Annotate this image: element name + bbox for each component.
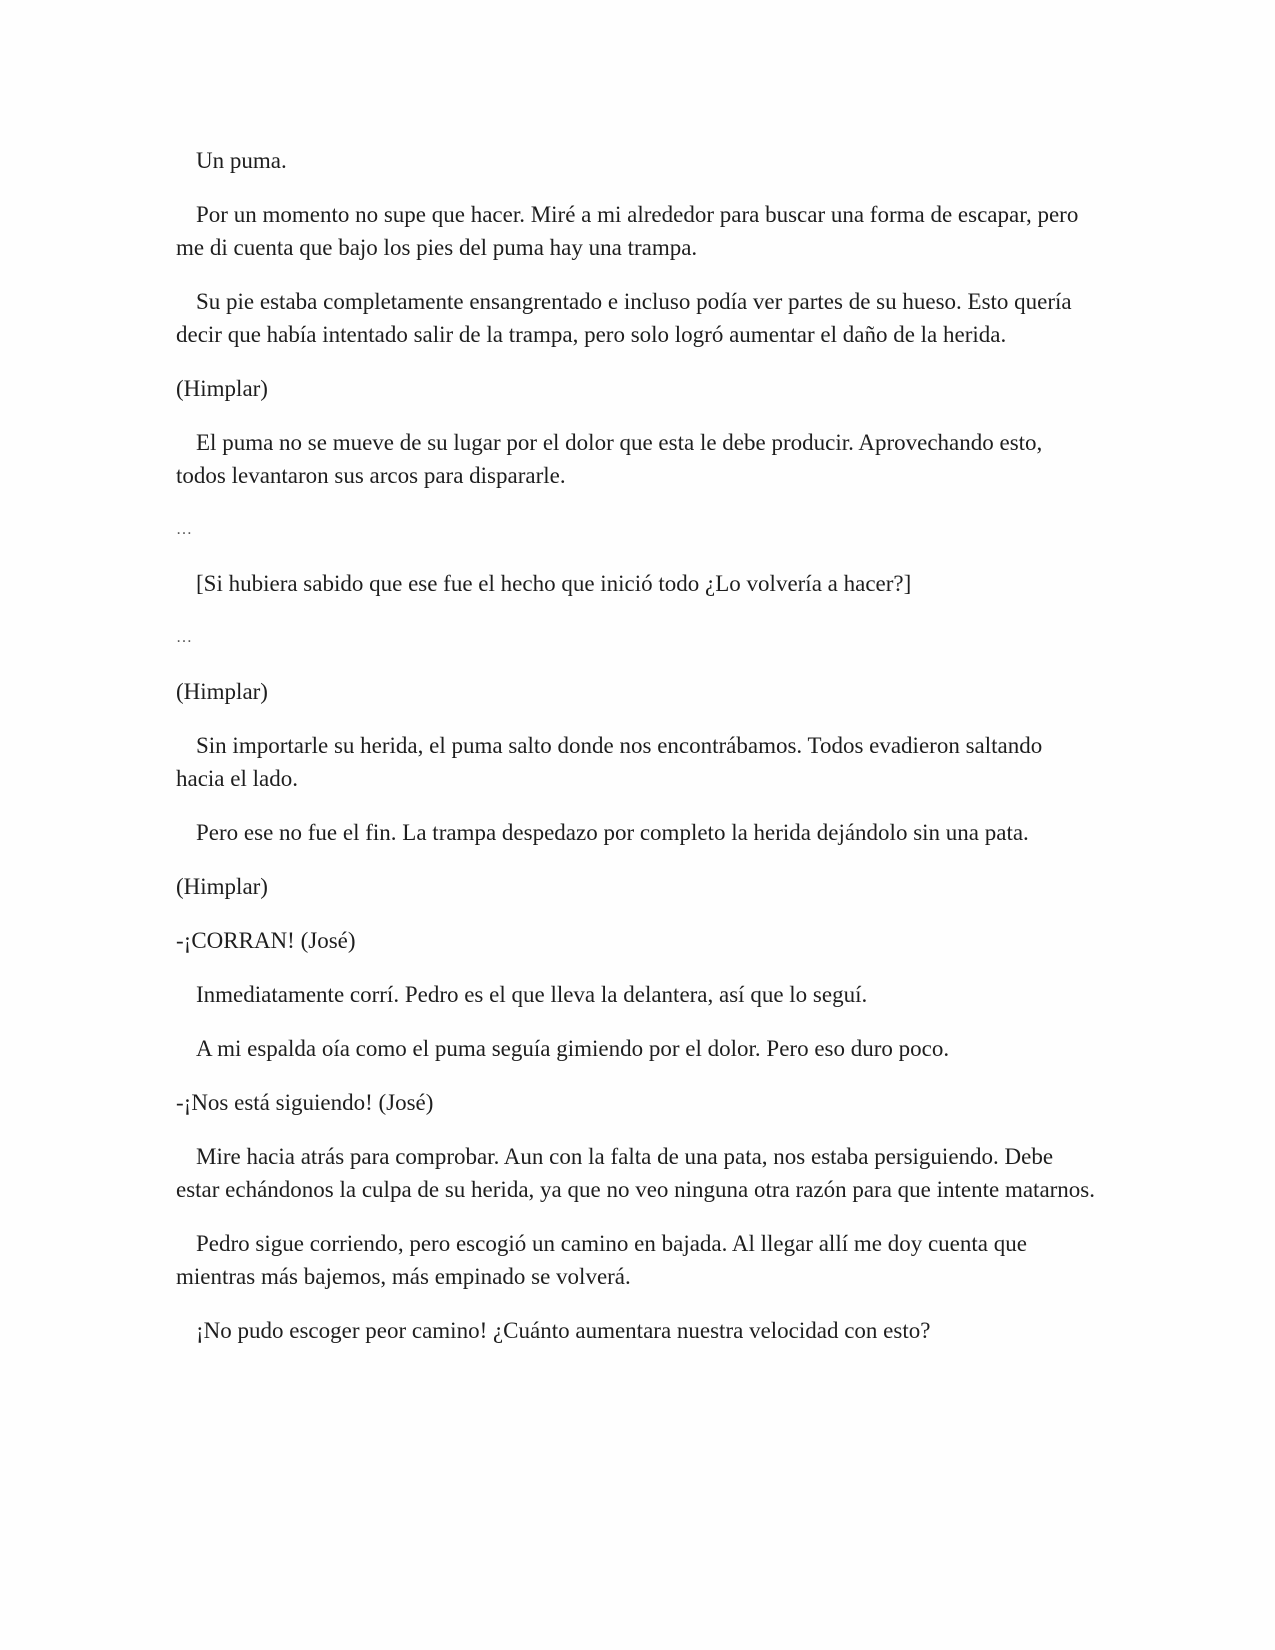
sound-effect-line: (Himplar) xyxy=(176,679,268,704)
paragraph: Pedro sigue corriendo, pero escogió un camino en bajada. Al llegar allí me doy cuenta que mientras más bajemos, más empinado se volverá. xyxy=(176,1231,1027,1289)
paragraph: Un puma. xyxy=(196,148,287,173)
paragraph: [Si hubiera sabido que ese fue el hecho que inició todo ¿Lo volvería a hacer?] xyxy=(196,571,912,596)
paragraph: Sin importarle su herida, el puma salto donde nos encontrábamos. Todos evadieron saltando hacia el lado. xyxy=(176,733,1043,791)
paragraph: Pero ese no fue el fin. La trampa despedazo por completo la herida dejándolo sin una pata. xyxy=(196,820,1029,845)
paragraph: Su pie estaba completamente ensangrentado e incluso podía ver partes de su hueso. Esto quería decir que había intentado salir de la trampa, pero solo logró aumentar el daño de la herida. xyxy=(176,289,1072,347)
paragraph: El puma no se mueve de su lugar por el dolor que esta le debe producir. Aprovechando esto, todos levantaron sus arcos para dispararle. xyxy=(176,430,1043,488)
paragraph: Por un momento no supe que hacer. Miré a mi alrededor para buscar una forma de escapar, pero me di cuenta que bajo los pies del puma hay una trampa. xyxy=(176,202,1079,260)
paragraph: Mire hacia atrás para comprobar. Aun con la falta de una pata, nos estaba persiguiendo. Debe estar echándonos la culpa de su herida, ya que no veo ninguna otra razón para que intente matarnos. xyxy=(176,1144,1096,1202)
paragraph: Inmediatamente corrí. Pedro es el que lleva la delantera, así que lo seguí. xyxy=(196,982,868,1007)
paragraph: ¡No pudo escoger peor camino! ¿Cuánto aumentara nuestra velocidad con esto? xyxy=(196,1318,931,1343)
dialogue-line: -¡CORRAN! (José) xyxy=(176,928,356,953)
scene-break: … xyxy=(176,629,193,646)
paragraph: A mi espalda oía como el puma seguía gimiendo por el dolor. Pero eso duro poco. xyxy=(196,1036,950,1061)
document-body xyxy=(176,144,1096,1368)
dialogue-line: -¡Nos está siguiendo! (José) xyxy=(176,1090,434,1115)
sound-effect-line: (Himplar) xyxy=(176,376,268,401)
scene-break: … xyxy=(176,521,193,538)
sound-effect-line: (Himplar) xyxy=(176,874,268,899)
